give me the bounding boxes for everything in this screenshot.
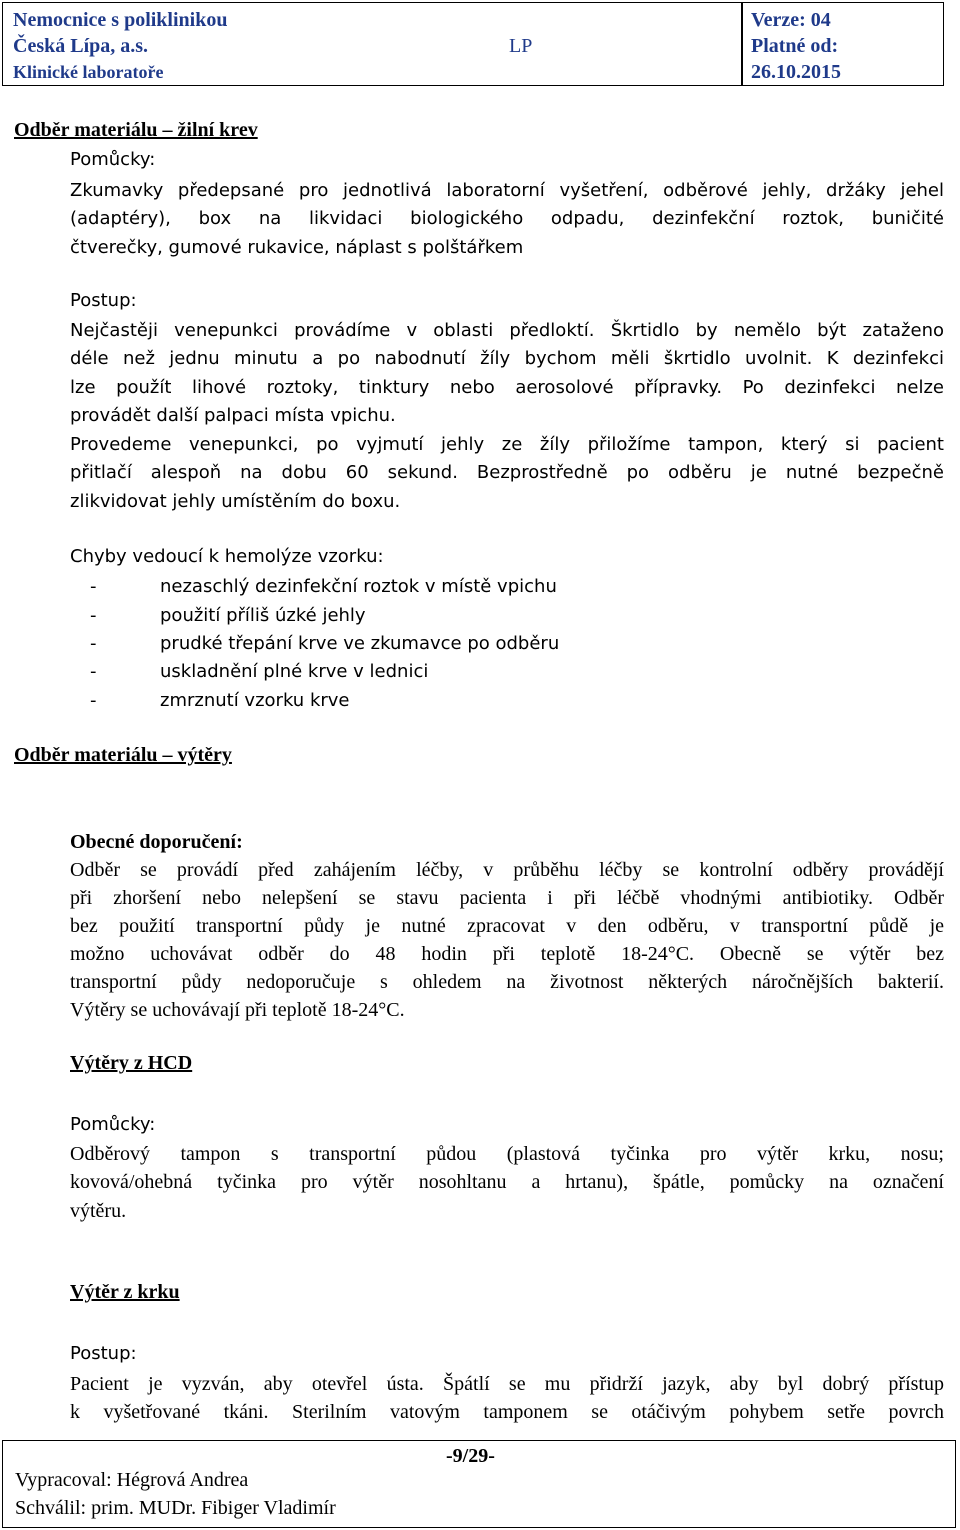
- procedure-line: lze použít lihové roztoky, tinktury nebo aerosolové přípravky. Po dezinfekci nelze: [70, 377, 944, 398]
- document-footer: [2, 1440, 956, 1528]
- page-number: -9/29-: [446, 1445, 495, 1467]
- tools-line: čtverečky, gumové rukavice, náplast s polštářkem: [70, 237, 524, 258]
- approved-by: Schválil: prim. MUDr. Fibiger Vladimír: [15, 1497, 336, 1519]
- list-bullet: -: [90, 690, 97, 711]
- header-divider: [741, 3, 743, 85]
- general-line: při zhoršení nebo nelepšení se stavu pacienta i při léčbě vhodnými antibiotiky. Odběr: [70, 887, 944, 909]
- document-code: LP: [509, 35, 533, 57]
- general-line: bez použití transportní půdy je nutné zpracovat v den odběru, v transportní půdě je: [70, 915, 944, 937]
- section-title-throat-swab: Výtěr z krku: [70, 1281, 180, 1303]
- list-item: uskladnění plné krve v lednici: [160, 661, 429, 682]
- version-block: [751, 7, 841, 85]
- section-title-hcd-swabs: Výtěry z HCD: [70, 1052, 193, 1074]
- tools-line: výtěru.: [70, 1200, 127, 1222]
- section-title-venous-blood: Odběr materiálu – žilní krev: [14, 119, 258, 141]
- procedure-line: Provedeme venepunkci, po vyjmutí jehly ze žíly přiložíme tampon, který si pacient: [70, 434, 944, 455]
- prepared-by: Vypracoval: Hégrová Andrea: [15, 1469, 249, 1491]
- list-bullet: -: [90, 633, 97, 654]
- tools-label: Pomůcky:: [70, 149, 156, 170]
- list-item: prudké třepání krve ve zkumavce po odběru: [160, 633, 560, 654]
- document-header: [2, 2, 944, 86]
- procedure-label: Postup:: [70, 290, 137, 311]
- tools-label: Pomůcky:: [70, 1114, 156, 1135]
- general-line: Odběr se provádí před zahájením léčby, v průběhu léčby se kontrolní odběry provádějí: [70, 859, 944, 881]
- org-name-line1: Nemocnice s poliklinikou: [13, 9, 228, 31]
- procedure-line: zlikvidovat jehly umístěním do boxu.: [70, 491, 401, 512]
- tools-line: (adaptéry), box na likvidaci biologického odpadu, dezinfekční roztok, buničité: [70, 208, 944, 229]
- version-label: Verze: 04: [751, 9, 831, 31]
- tools-line: Zkumavky předepsané pro jednotlivá laboratorní vyšetření, odběrové jehly, držáky jehel: [70, 180, 944, 201]
- tools-line: kovová/ohebná tyčinka pro výtěr nosohltanu a hrtanu), špátle, pomůcky na označení: [70, 1171, 944, 1193]
- general-recommendation-label: Obecné doporučení:: [70, 831, 243, 853]
- procedure-line: déle než jednu minutu a po nabodnutí žíly bychom měli škrtidlo uvolnit. K dezinfekci: [70, 348, 944, 369]
- procedure-line: přitlačí alespoň na dobu 60 sekund. Bezprostředně po odběru je nutné bezpečně: [70, 462, 944, 483]
- list-item: použití příliš úzké jehly: [160, 605, 366, 626]
- procedure-line: provádět další palpaci místa vpichu.: [70, 405, 396, 426]
- procedure-line: Nejčastěji venepunkci provádíme v oblasti předloktí. Škrtidlo by nemělo být zataženo: [70, 320, 944, 341]
- org-department: Klinické laboratoře: [13, 62, 164, 82]
- general-line: Výtěry se uchovávají při teplotě 18-24°C.: [70, 999, 405, 1021]
- valid-from-label: Platné od:: [751, 35, 839, 57]
- errors-label: Chyby vedoucí k hemolýze vzorku:: [70, 546, 384, 567]
- section-title-swabs: Odběr materiálu – výtěry: [14, 744, 232, 766]
- general-line: možno uchovávat odběr do 48 hodin při teplotě 18-24°C. Obecně se výtěr bez: [70, 943, 944, 965]
- procedure-line: Pacient je vyzván, aby otevřel ústa. Špátlí se mu přidrží jazyk, aby byl dobrý přístup: [70, 1373, 944, 1395]
- list-bullet: -: [90, 661, 97, 682]
- org-name-line2: Česká Lípa, a.s.: [13, 35, 149, 57]
- list-item: nezaschlý dezinfekční roztok v místě vpichu: [160, 576, 557, 597]
- list-bullet: -: [90, 576, 97, 597]
- tools-line: Odběrový tampon s transportní půdou (plastová tyčinka pro výtěr krku, nosu;: [70, 1143, 944, 1165]
- list-bullet: -: [90, 605, 97, 626]
- procedure-label: Postup:: [70, 1343, 137, 1364]
- organization-block: [13, 7, 227, 85]
- valid-from-date: 26.10.2015: [751, 61, 841, 83]
- procedure-line: k vyšetřované tkáni. Sterilním vatovým tamponem se otáčivým pohybem setře povrch: [70, 1401, 944, 1423]
- general-line: transportní půdy nedoporučuje s ohledem na životnost některých náročnějších bakterií.: [70, 971, 944, 993]
- list-item: zmrznutí vzorku krve: [160, 690, 350, 711]
